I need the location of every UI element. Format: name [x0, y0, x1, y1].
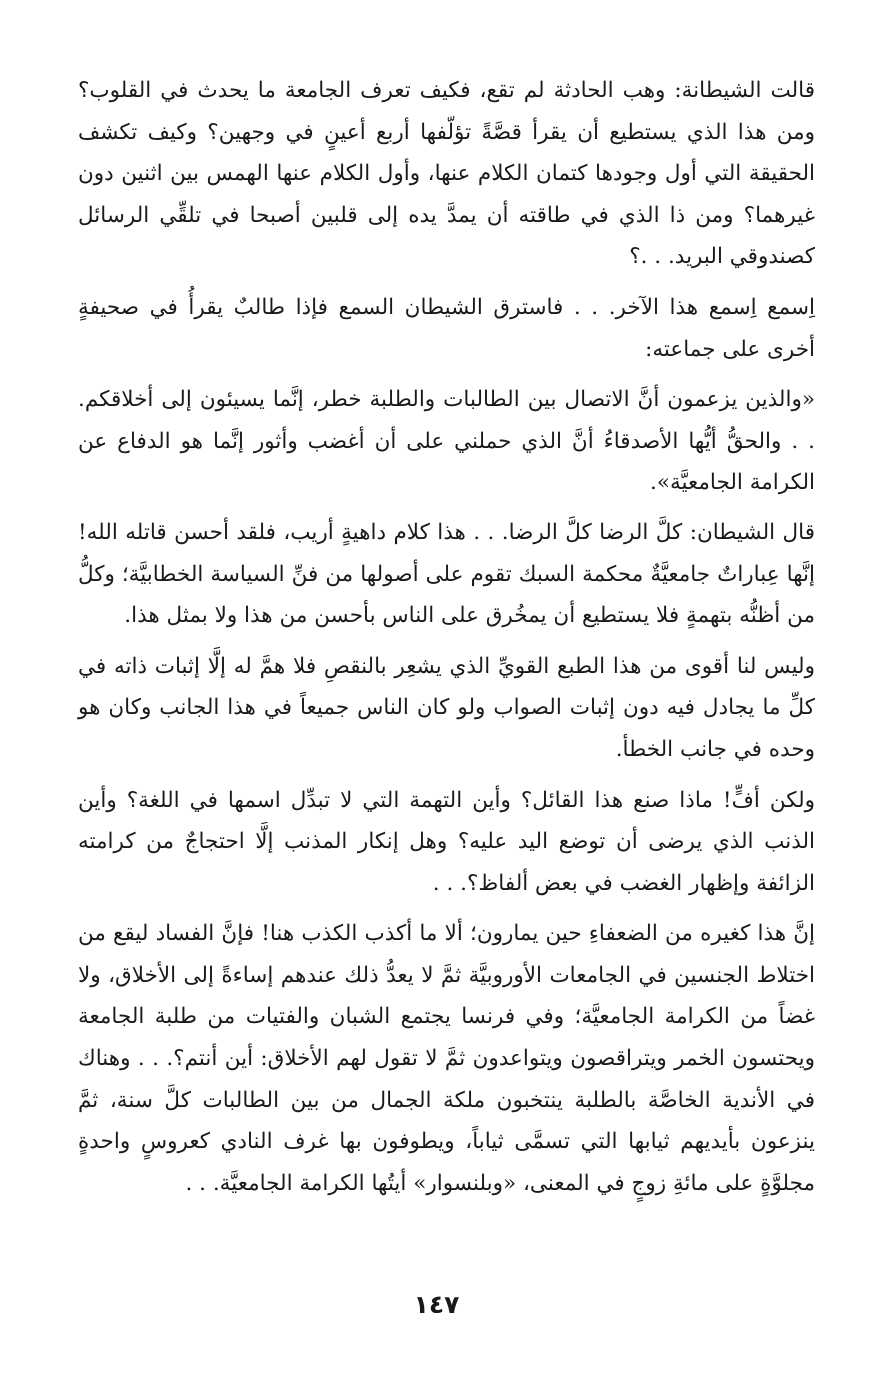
paragraph-4: قال الشيطان: كلَّ الرضا كلَّ الرضا. . . هذا كلام داهيةٍ أريب، فلقد أحسن قاتله الله! إنَّها عِباراتٌ جامعيَّةٌ محكمة السبك تقوم على أصولها من فنِّ السياسة الخطابيَّة؛ وكلُّ من أظنُّه بتهمةٍ فلا يستطيع أن يمخُرق على الناس بأحسن من هذا ولا بمثل هذا.: [78, 519, 815, 629]
paragraph-6: ولكن أفٍّ! ماذا صنع هذا القائل؟ وأين التهمة التي لا تبدِّل اسمها في اللغة؟ وأين الذنب الذي يرضى أن توضع اليد عليه؟ وهل إنكار المذنب إلَّا احتجاجٌ من كرامته الزائفة وإظهار الغضب في بعض ألفاظ؟. . .: [78, 787, 815, 896]
paragraph-5: وليس لنا أقوى من هذا الطبع القويِّ الذي يشعِر بالنقصِ فلا همَّ له إلَّا إثبات ذاته في كلِّ ما يجادل فيه دون إثبات الصواب ولو كان الناس جميعاً في هذا الجانب وكان هو وحده في جانب الخطأ.: [78, 653, 815, 762]
paragraph-2: اِسمع اِسمع هذا الآخر. . . فاسترق الشيطان السمع فإذا طالبٌ يقرأُ في صحيفةٍ أخرى على جماعته:: [78, 294, 815, 362]
page-number: ١٤٧: [413, 1290, 460, 1319]
paragraph-7: إنَّ هذا كغيره من الضعفاءِ حين يمارون؛ ألا ما أكذب الكذب هنا! فإنَّ الفساد ليقع من اختلاط الجنسين في الجامعات الأوروبيَّة ثمَّ لا يعدُّ ذلك عندهم إساءةً إلى الأخلاق، ولا غضاً من الكرامة الجامعيَّة؛ وفي فرنسا يجتمع الشبان والفتيات من طلبة الجامعة ويحتسون الخمر ويتراقصون ويتواعدون ثمَّ لا تقول لهم الأخلاق: أين أنتم؟. . . وهناك في الأندية الخاصَّة بالطلبة ينتخبون ملكة الجمال من بين الطالبات كلَّ سنة، ثمَّ ينزعون بأيديهم ثيابها التي تسمَّى ثياباً، ويطوفون بها غرف النادي كعروسٍ واحدةٍ مجلوَّةٍ على مائةِ زوجٍ في المعنى، «وبلنسوار» أيتُها الكرامة الجامعيَّة. . .: [78, 921, 815, 1196]
quoted-paragraph: «والذين يزعمون أنَّ الاتصال بين الطالبات والطلبة خطر، إنَّما يسيئون إلى أخلاقكم. . . والحقُّ أيُّها الأصدقاءُ أنَّ الذي حملني على أن أغضب وأثور إنَّما هو الدفاع عن الكرامة الجامعيَّة».: [78, 387, 815, 496]
paragraph-1: قالت الشيطانة: وهب الحادثة لم تقع، فكيف تعرف الجامعة ما يحدث في القلوب؟ ومن هذا الذي يستطيع أن يقرأ قصَّةً تؤلّفها أربع أعينٍ في وجهين؟ وكيف تكشف الحقيقة التي أول وجودها كتمان الكلام عنها، وأول الكلام عنها الهمس بين اثنين دون غيرهما؟ ومن ذا الذي في طاقته أن يمدَّ يده إلى قلبين أصبحا في تلقِّي الرسائل كصندوقي البريد. . .؟: [78, 78, 815, 270]
